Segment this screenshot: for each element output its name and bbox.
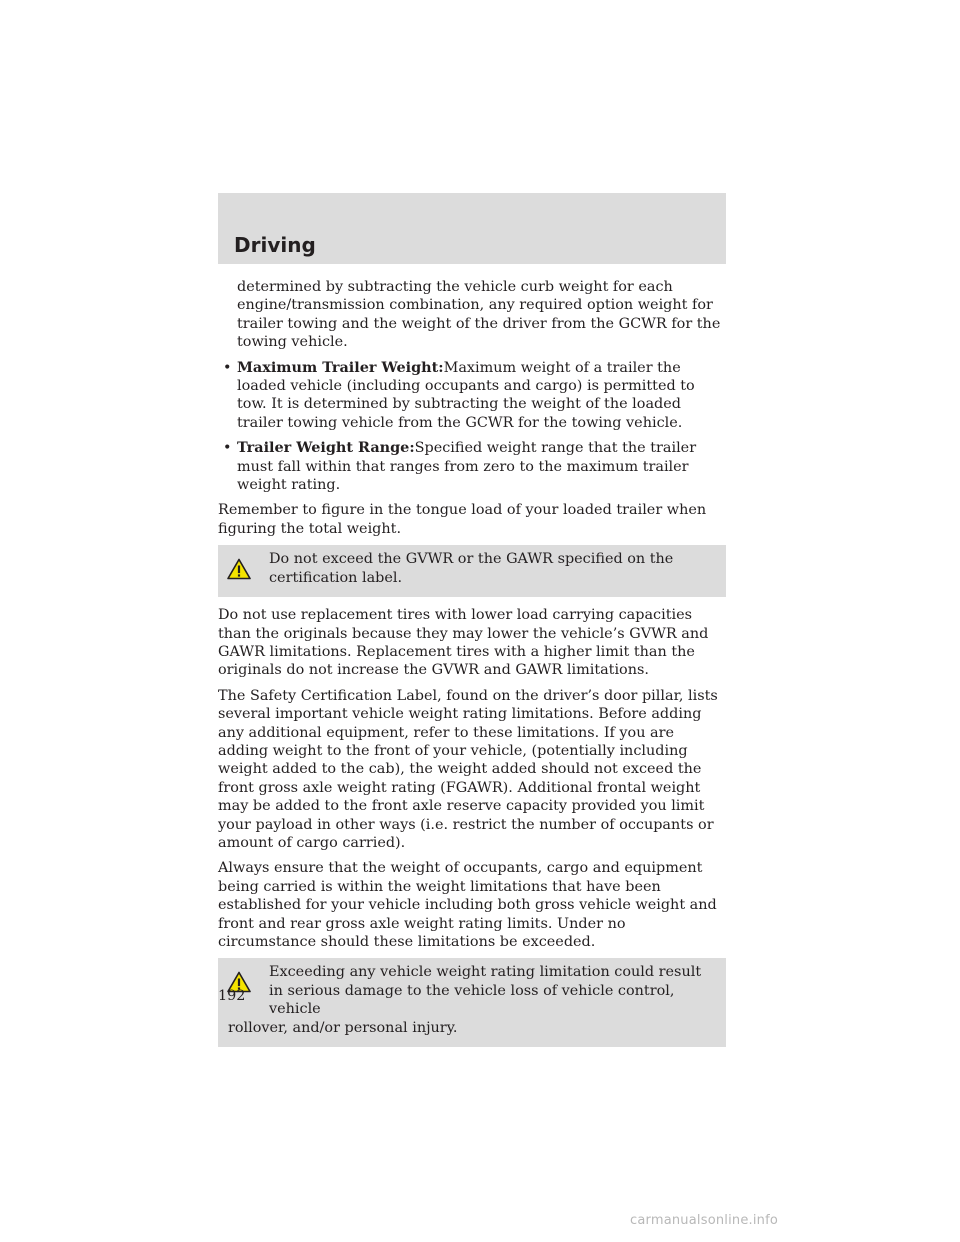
section-title: Driving — [234, 233, 316, 257]
bullet-term: Trailer Weight Range: — [237, 439, 415, 457]
always-ensure-paragraph: Always ensure that the weight of occupants, cargo and equipment being carried is within the weight limitations that have been established for your vehicle including both gross vehicle weight and front and rear gross axle weight rating limits. Under no circumstance should these limitations be exceeded. — [218, 860, 717, 950]
bullet-max-trailer-weight — [218, 359, 726, 433]
warning-text-continued: rollover, and/or personal injury. — [228, 1019, 458, 1036]
bullet-dot: • — [223, 440, 232, 457]
bullet-term: Maximum Trailer Weight: — [237, 358, 444, 376]
bullet-text: Specified weight range that the trailer must fall within that ranges from zero to the maximum trailer weight rating. — [237, 440, 697, 494]
intro-continuation: determined by subtracting the vehicle curb weight for each engine/transmission combination, any required option weight for trailer towing and the weight of the driver from the GCWR for the towing vehicle. — [237, 279, 721, 351]
warning-text: Do not exceed the GVWR or the GAWR specified on the certification label. — [269, 551, 674, 586]
section-header — [218, 193, 726, 264]
bullet-trailer-weight-range — [218, 439, 726, 494]
watermark: carmanualsonline.info — [630, 1213, 779, 1228]
bullet-text: Maximum weight of a trailer the loaded vehicle (including occupants and cargo) is permitted to tow. It is determined by subtracting the weight of the loaded trailer towing vehicle from the GCWR for the towing vehicle. — [237, 359, 695, 431]
warning-box-gvwr — [218, 545, 726, 597]
certification-label-paragraph: The Safety Certification Label, found on the driver’s door pillar, lists several important vehicle weight rating limitations. Before adding any additional equipment, refer to these limitations. If you are adding weight to the front of your vehicle, (potentially including weight added to the cab), the weight added should not exceed the front gross axle weight rating (FGAWR). Additional frontal weight may be added to the front axle reserve capacity provided you limit your payload in other ways (i.e. restrict the number of occupants or amount of cargo carried). — [218, 687, 718, 851]
page-content — [218, 278, 726, 1056]
warning-text: Exceeding any vehicle weight rating limitation could result in serious damage to the vehicle loss of vehicle control, vehicle — [269, 964, 702, 1018]
replacement-tires-paragraph: Do not use replacement tires with lower load carrying capacities than the originals because they may lower the vehicle’s GVWR and GAWR limitations. Replacement tires with a higher limit than the originals do not increase the GVWR and GAWR limitations. — [218, 607, 709, 679]
tongue-load-paragraph: Remember to figure in the tongue load of your loaded trailer when figuring the total weight. — [218, 502, 707, 537]
warning-box-weight-rating — [218, 958, 726, 1047]
bullet-dot: • — [223, 359, 232, 376]
page-number: 192 — [218, 988, 246, 1004]
warning-triangle-icon — [227, 558, 251, 580]
